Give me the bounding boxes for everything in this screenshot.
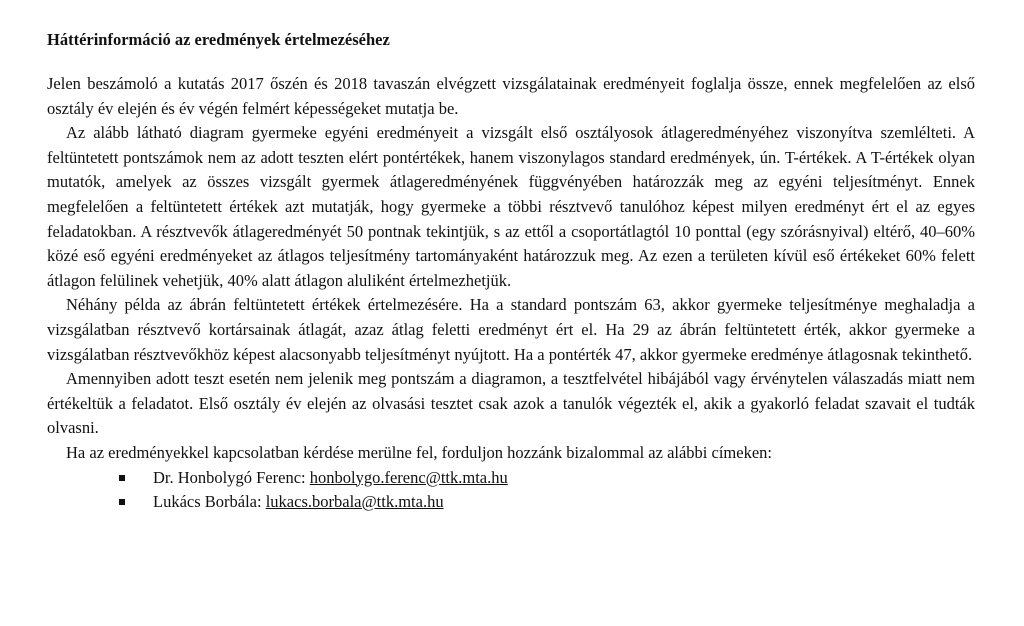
contact-item [119, 466, 975, 491]
document-page [47, 30, 975, 515]
paragraph-intro: Jelen beszámoló a kutatás 2017 őszén és 2018 tavaszán elvégzett vizsgálatainak eredményeit foglalja össze, ennek megfelelően az első osztály év elején és év végén felmért képességeket mutatja be. [47, 74, 975, 118]
contact-name: Dr. Honbolygó Ferenc: [153, 467, 306, 487]
paragraph-contact-intro: Ha az eredményekkel kapcsolatban kérdése merülne fel, forduljon hozzánk bizalommal az alábbi címeken: [66, 442, 772, 462]
document-heading: Háttérinformáció az eredmények értelmezéséhez [47, 30, 390, 49]
contact-email-link[interactable]: honbolygo.ferenc@ttk.mta.hu [309, 467, 508, 487]
paragraph-examples: Néhány példa az ábrán feltüntetett értékek értelmezésére. Ha a standard pontszám 63, akkor gyermeke teljesítménye meghaladja a vizsgálatban résztvevő kortársainak átlagát, azaz átlag feletti eredményt ért el. Ha 29 az ábrán feltüntetett érték, akkor gyermeke a vizsgálatban résztvevőkhöz képest alacsonyabb teljesítményt nyújtott. Ha a pontérték 47, akkor gyermeke eredménye átlagosnak tekinthető. [47, 295, 975, 364]
contact-item [119, 490, 975, 515]
contact-email-link[interactable]: lukacs.borbala@ttk.mta.hu [265, 492, 444, 512]
contact-name: Lukács Borbála: [153, 492, 262, 512]
bullet-square-icon [119, 499, 125, 505]
paragraph-missing-scores: Amennyiben adott teszt esetén nem jelenik meg pontszám a diagramon, a tesztfelvétel hibájából vagy érvénytelen válaszadás miatt nem értékeltük a feladatot. Első osztály év elején az olvasási tesztet csak azok a tanulók végezték el, akik a gyakorló feladat szavait el tudták olvasni. [47, 369, 975, 438]
bullet-square-icon [119, 475, 125, 481]
paragraph-t-values: Az alább látható diagram gyermeke egyéni eredményeit a vizsgált első osztályosok átlageredményéhez viszonyítva szemlélteti. A feltüntetett pontszámok nem az adott teszten elért pontértékek, hanem viszonylagos standard eredmények, ún. T-értékek. A T-értékek olyan mutatók, amelyek az összes vizsgált gyermek átlageredményének függvényében határozzák meg az egyéni teljesítményt. Ennek megfelelően a feltüntetett értékek azt mutatják, hogy gyermeke a többi résztvevő tanulóhoz képest milyen eredményt ért el az egyes feladatokban. A résztvevők átlageredményét 50 pontnak tekintjük, s az ettől a csoportátlagtól 10 ponttal (egy szórásnyival) eltérő, 40–60% közé eső egyéni eredményeket az átlagos teljesítmény tartományaként határozzuk meg. Az ezen a területen kívül eső értékeket 60% felett átlagon felülinek vehetjük, 40% alatt átlagon aluliként értelmezhetjük. [47, 123, 975, 290]
contact-list [47, 466, 975, 515]
